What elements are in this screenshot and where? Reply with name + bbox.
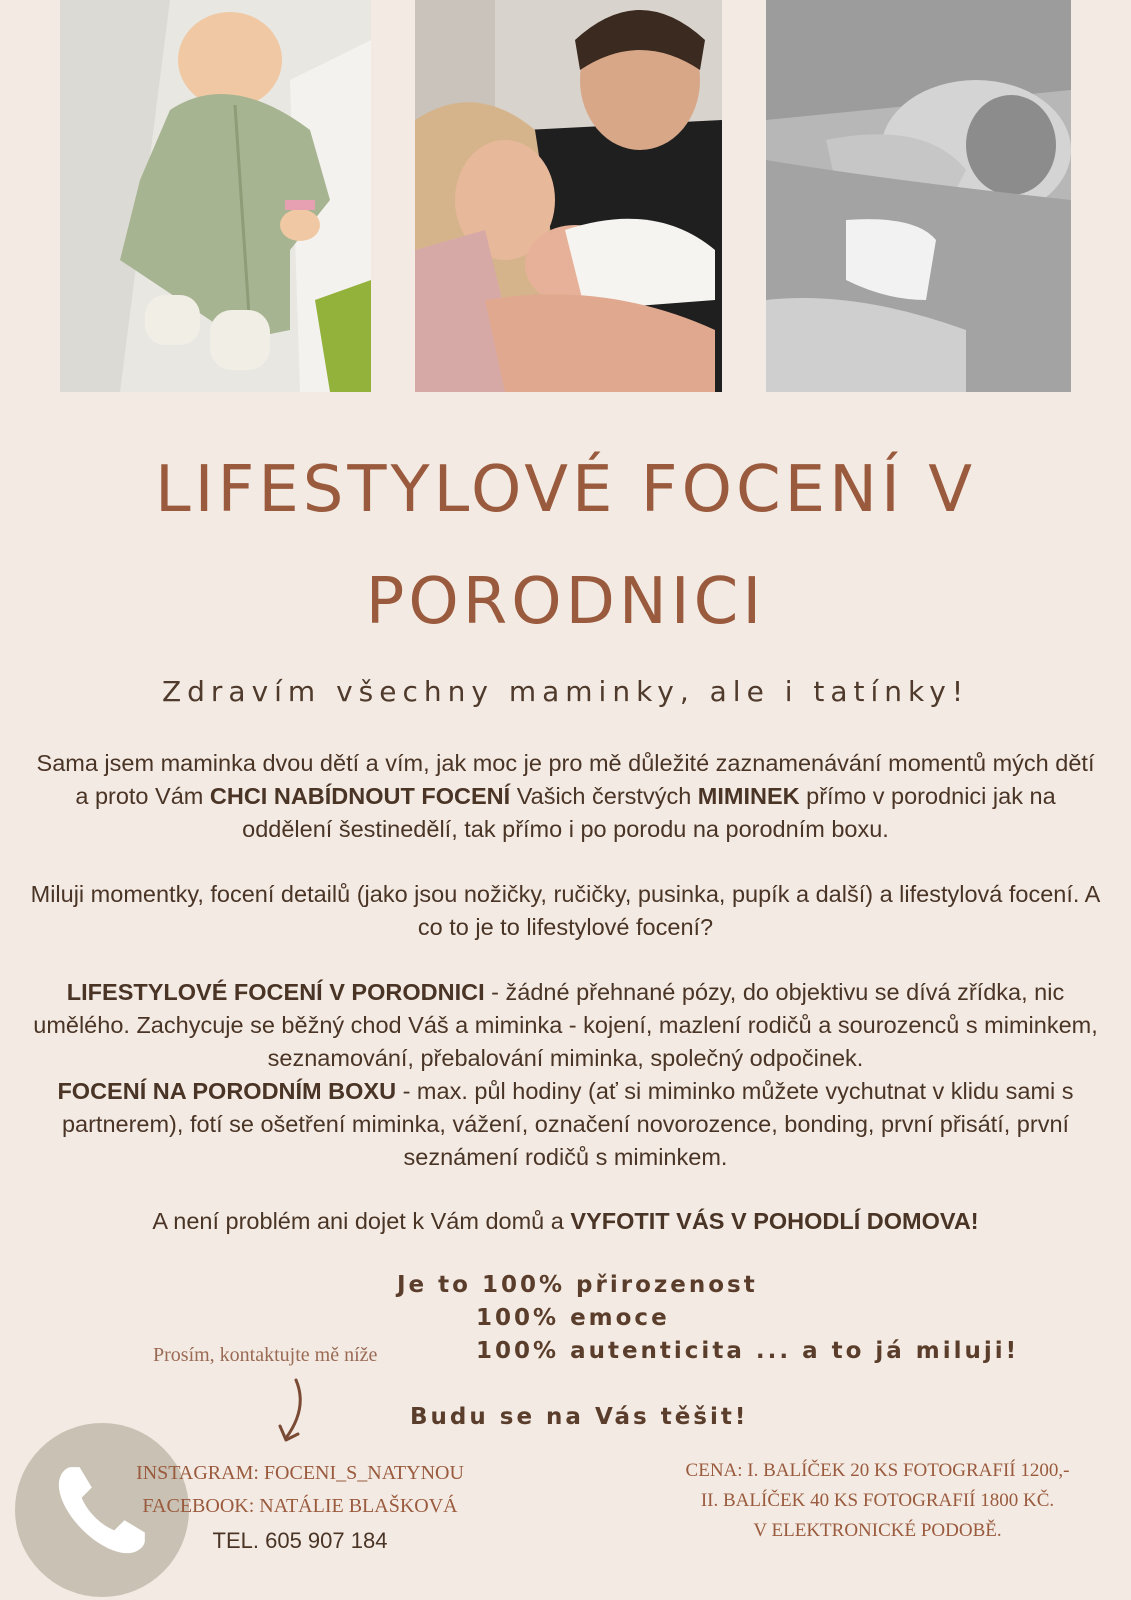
phone-contact[interactable]: TEL. 605 907 184 bbox=[212, 1528, 388, 1553]
price-line-3: V ELEKTRONICKÉ PODOBĚ. bbox=[753, 1520, 1002, 1541]
closing-line: Budu se na Vás těšit! bbox=[410, 1404, 749, 1430]
birthbox-text: - max. půl hodiny (ať si miminko můžete vychutnat v klidu sami s partnerem), fotí se ošetření miminka, vážení, označení novorozence, bonding, první přisátí, první seznámení rodičů s miminkem. bbox=[61, 1078, 1074, 1170]
newborn-in-green-sleepsuit-photo bbox=[60, 0, 371, 392]
lifestyle-text: - žádné přehnané pózy, do objektivu se dívá zřídka, nic umělého. Zachycuje se běžný chod Váš a miminka - kojení, mazlení rodičů a sourozenců s miminkem, seznamování, přebalování miminka, společný odpočinek. bbox=[33, 979, 1098, 1071]
price-line-2: II. BALÍČEK 40 KS FOTOGRAFIÍ 1800 KČ. bbox=[700, 1490, 1055, 1511]
intro-bold-babies: MIMINEK bbox=[697, 783, 800, 809]
instagram-contact[interactable]: INSTAGRAM: FOCENI_S_NATYNOU bbox=[136, 1462, 464, 1484]
home-bold: VYFOTIT VÁS V POHODLÍ DOMOVA! bbox=[570, 1208, 979, 1234]
lifestyle-heading: LIFESTYLOVÉ FOCENÍ V PORODNICI bbox=[66, 979, 485, 1005]
home-paragraph bbox=[28, 1205, 1103, 1238]
price-line-1: CENA: I. BALÍČEK 20 KS FOTOGRAFIÍ 1200,- bbox=[685, 1460, 1070, 1481]
parents-kissing-newborn-photo bbox=[415, 0, 722, 392]
moments-paragraph: Miluji momentky, focení detailů (jako jsou nožičky, ručičky, pusinka, pupík a další) a lifestylová focení. A co to je to lifestylové focení? bbox=[30, 881, 1101, 940]
home-text: A není problém ani dojet k Vám domů a bbox=[152, 1208, 571, 1234]
slogan-line-3: 100% autenticita ... a to já miluji! bbox=[476, 1338, 1020, 1364]
slogan-line-1: Je to 100% přirozenost bbox=[397, 1272, 758, 1298]
greeting: Zdravím všechny maminky, ale i tatínky! bbox=[161, 675, 970, 708]
page-title-line-1: LIFESTYLOVÉ FOCENÍ V bbox=[155, 453, 976, 527]
intro-text-1: Sama jsem maminka dvou dětí a vím, jak moc je pro mě důležité zaznamenávání momentů mých dětí a proto Vám bbox=[36, 750, 1095, 809]
intro-bold-offer: CHCI NABÍDNOUT FOCENÍ bbox=[209, 783, 511, 809]
birthbox-heading: FOCENÍ NA PORODNÍM BOXU bbox=[57, 1078, 397, 1104]
facebook-contact[interactable]: FACEBOOK: NATÁLIE BLAŠKOVÁ bbox=[142, 1495, 458, 1517]
slogan-line-2: 100% emoce bbox=[476, 1305, 670, 1331]
page-title-line-2: PORODNICI bbox=[365, 565, 766, 639]
intro-text-2: Vašich čerstvých bbox=[510, 783, 698, 809]
bw-newborn-in-arms-photo bbox=[766, 0, 1071, 392]
intro-text-3: přímo v porodnici jak na oddělení šestinedělí, tak přímo i po porodu na porodním boxu. bbox=[242, 783, 1056, 842]
contact-hint: Prosím, kontaktujte mě níže bbox=[153, 1344, 378, 1366]
intro-paragraph bbox=[28, 747, 1103, 846]
services-paragraph bbox=[28, 976, 1103, 1174]
curved-arrow-down-icon bbox=[278, 1378, 308, 1446]
